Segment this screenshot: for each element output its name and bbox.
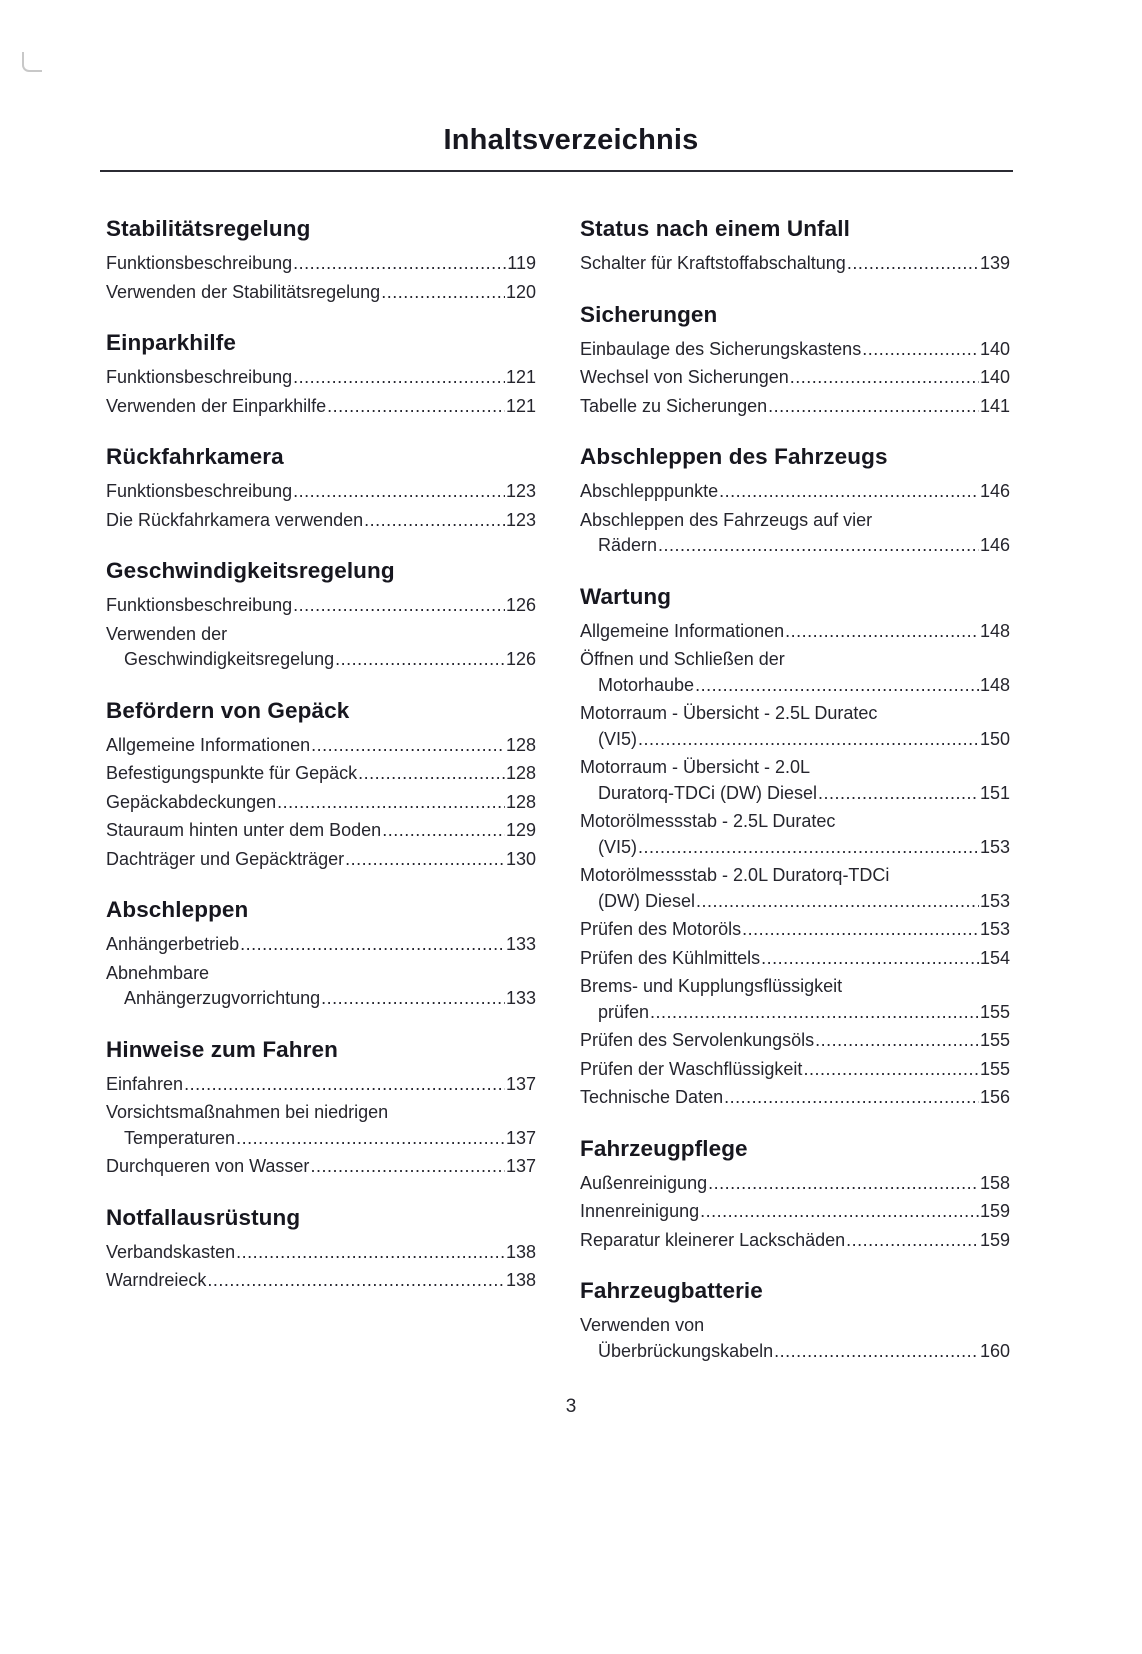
dot-leader — [335, 647, 505, 673]
entry-text: Einbaulage des Sicherungskastens — [580, 338, 862, 359]
toc-entry — [580, 701, 1010, 752]
entry-line — [580, 701, 1010, 727]
entry-line — [580, 1171, 1010, 1197]
entry-text: Funktionsbeschreibung — [106, 367, 293, 387]
toc-entry — [106, 1268, 536, 1294]
entry-line — [106, 847, 536, 873]
entry-line — [106, 932, 536, 958]
toc-entry — [580, 1228, 1010, 1254]
toc-entry — [580, 1199, 1010, 1225]
section-heading: Fahrzeugpflege — [580, 1135, 748, 1161]
entry-line — [580, 1228, 1010, 1254]
dot-leader — [364, 508, 505, 534]
entry-line — [106, 365, 536, 391]
entry-text: Motorhaube — [598, 674, 695, 695]
dot-leader — [638, 727, 979, 753]
entry-text: (DW) Diesel — [598, 890, 695, 911]
entry-page-number: 155 — [979, 1058, 1010, 1079]
section-heading: Notfallausrüstung — [106, 1204, 301, 1230]
toc-entry — [106, 761, 536, 787]
toc-entry — [580, 479, 1010, 505]
entry-line — [580, 917, 1010, 943]
section-heading: Stabilitätsregelung — [106, 216, 311, 241]
entry-text: Wechsel von Sicherungen — [580, 367, 789, 387]
toc-entry — [580, 508, 1010, 559]
entry-text: Motorraum - Übersicht - 2.5L Duratec — [580, 703, 878, 723]
entry-line — [106, 1154, 536, 1180]
entry-page-number: 130 — [505, 848, 536, 869]
entry-page-number: 153 — [979, 919, 1010, 939]
dot-leader — [846, 1228, 979, 1254]
entry-text: Prüfen des Servolenkungsöls — [580, 1030, 815, 1050]
toc-entry — [106, 1154, 536, 1180]
entry-page-number: 158 — [979, 1172, 1010, 1193]
entry-text: Prüfen des Kühlmittels — [580, 947, 761, 968]
entry-page-number: 137 — [505, 1156, 536, 1176]
entry-text: Allgemeine Informationen — [106, 734, 311, 755]
entry-line — [580, 251, 1010, 277]
dot-leader — [381, 280, 505, 306]
toc-entry — [106, 251, 536, 277]
entry-line — [106, 961, 536, 987]
entry-line — [106, 479, 536, 505]
entry-text: Reparatur kleinerer Lackschäden — [580, 1229, 846, 1250]
entry-line-continuation — [580, 533, 1010, 559]
entry-text: Gepäckabdeckungen — [106, 791, 277, 812]
toc-column-right — [580, 216, 1010, 1367]
entry-line-continuation — [580, 1000, 1010, 1026]
toc-entry — [580, 1313, 1010, 1364]
entry-line — [106, 1072, 536, 1098]
entry-text: prüfen — [598, 1001, 650, 1022]
entry-line — [580, 1057, 1010, 1083]
entry-line-continuation — [580, 727, 1010, 753]
toc-entry — [106, 733, 536, 759]
dot-leader — [236, 1126, 505, 1152]
toc-entry — [580, 1171, 1010, 1197]
entry-page-number: 155 — [979, 1030, 1010, 1050]
toc-entry — [106, 932, 536, 958]
entry-line — [580, 1313, 1010, 1339]
entry-line-continuation — [580, 889, 1010, 915]
toc-columns — [106, 216, 1010, 1367]
entry-text: Vorsichtsmaßnahmen bei niedrigen — [106, 1102, 389, 1122]
entry-page-number: 146 — [979, 535, 1010, 555]
section-heading: Hinweise zum Fahren — [106, 1036, 338, 1062]
entry-line-continuation — [580, 781, 1010, 807]
entry-page-number: 148 — [979, 674, 1010, 695]
entry-text: Verwenden der Einparkhilfe — [106, 395, 327, 416]
dot-leader — [862, 337, 979, 363]
entry-text: Abschlepppunkte — [580, 481, 719, 501]
entry-page-number: 148 — [979, 620, 1010, 641]
dot-leader — [708, 1171, 979, 1197]
entry-line — [106, 761, 536, 787]
dot-leader — [310, 1154, 505, 1180]
toc-entry — [580, 755, 1010, 806]
dot-leader — [358, 761, 505, 787]
entry-text: Schalter für Kraftstoffabschaltung — [580, 253, 846, 273]
entry-line — [580, 619, 1010, 645]
entry-text: Geschwindigkeitsregelung — [124, 649, 335, 669]
entry-line-continuation — [580, 1339, 1010, 1365]
entry-page-number: 153 — [979, 890, 1010, 911]
entry-page-number: 156 — [979, 1087, 1010, 1107]
entry-page-number: 159 — [979, 1201, 1010, 1221]
entry-text: Die Rückfahrkamera verwenden — [106, 509, 364, 530]
toc-entry — [580, 1057, 1010, 1083]
entry-text: Tabelle zu Sicherungen — [580, 395, 768, 416]
dot-leader — [293, 251, 506, 277]
toc-entry — [580, 251, 1010, 277]
entry-text: (VI5) — [598, 836, 638, 857]
section-heading: Status nach einem Unfall — [580, 216, 850, 241]
entry-text: Duratorq-TDCi (DW) Diesel — [598, 782, 818, 803]
dot-leader — [293, 593, 505, 619]
entry-page-number: 128 — [505, 791, 536, 812]
entry-page-number: 137 — [505, 1073, 536, 1094]
entry-page-number: 119 — [507, 253, 536, 273]
entry-text: Verbandskasten — [106, 1241, 236, 1262]
entry-text: Anhängerbetrieb — [106, 934, 240, 954]
entry-line — [106, 1268, 536, 1294]
entry-text: Einfahren — [106, 1073, 184, 1094]
entry-line — [106, 790, 536, 816]
entry-text: Funktionsbeschreibung — [106, 253, 293, 273]
entry-page-number: 154 — [979, 947, 1010, 968]
toc-entry — [106, 365, 536, 391]
toc-entry — [106, 280, 536, 306]
dot-leader — [700, 1199, 979, 1225]
section-heading: Geschwindigkeitsregelung — [106, 558, 395, 583]
entry-page-number: 133 — [505, 934, 536, 954]
dot-leader — [696, 889, 979, 915]
dot-leader — [774, 1339, 979, 1365]
dot-leader — [847, 251, 979, 277]
toc-entry — [580, 337, 1010, 363]
entry-page-number: 126 — [505, 595, 536, 615]
entry-text: Temperaturen — [124, 1127, 236, 1148]
section-heading: Sicherungen — [580, 301, 718, 327]
page-number: 3 — [565, 1396, 577, 1417]
entry-line — [106, 733, 536, 759]
entry-text: Verwenden der Stabilitätsregelung — [106, 281, 381, 302]
entry-page-number: 141 — [979, 395, 1010, 416]
toc-column-left — [106, 216, 536, 1367]
entry-line — [580, 1199, 1010, 1225]
dot-leader — [695, 673, 979, 699]
entry-line — [580, 1085, 1010, 1111]
toc-entry — [580, 619, 1010, 645]
entry-text: Innenreinigung — [580, 1201, 700, 1221]
entry-line — [106, 280, 536, 306]
dot-leader — [293, 365, 505, 391]
entry-text: Befestigungspunkte für Gepäck — [106, 763, 358, 783]
entry-line — [106, 508, 536, 534]
dot-leader — [277, 790, 505, 816]
entry-line — [106, 251, 536, 277]
dot-leader — [790, 365, 979, 391]
entry-text: Motorölmessstab - 2.0L Duratorq-TDCi — [580, 865, 890, 885]
entry-page-number: 126 — [505, 649, 536, 669]
entry-text: Stauraum hinten unter dem Boden — [106, 820, 382, 840]
entry-text: Abschleppen des Fahrzeugs auf vier — [580, 509, 873, 530]
dot-leader — [240, 932, 505, 958]
entry-line-continuation — [106, 1126, 536, 1152]
entry-page-number: 121 — [505, 367, 536, 387]
entry-text: Allgemeine Informationen — [580, 620, 785, 641]
entry-text: Brems- und Kupplungsflüssigkeit — [580, 976, 843, 996]
entry-line — [580, 755, 1010, 781]
entry-page-number: 140 — [979, 338, 1010, 359]
toc-entry — [106, 508, 536, 534]
entry-page-number: 159 — [979, 1229, 1010, 1250]
entry-page-number: 137 — [505, 1127, 536, 1148]
entry-page-number: 153 — [979, 836, 1010, 857]
dot-leader — [658, 533, 979, 559]
entry-page-number: 160 — [979, 1340, 1010, 1361]
entry-line-continuation — [106, 986, 536, 1012]
entry-page-number: 123 — [505, 481, 536, 501]
entry-page-number: 138 — [505, 1270, 536, 1290]
entry-page-number: 120 — [505, 281, 536, 302]
entry-line — [580, 974, 1010, 1000]
section-heading: Abschleppen des Fahrzeugs — [580, 444, 888, 469]
toc-entry — [106, 1100, 536, 1151]
dot-leader — [724, 1085, 979, 1111]
entry-line — [580, 337, 1010, 363]
entry-text: Außenreinigung — [580, 1172, 708, 1193]
entry-line — [106, 622, 536, 648]
entry-line — [106, 1100, 536, 1126]
toc-entry — [580, 394, 1010, 420]
toc-entry — [106, 479, 536, 505]
entry-line — [106, 1240, 536, 1266]
entry-line-continuation — [106, 647, 536, 673]
entry-page-number: 128 — [505, 734, 536, 755]
dot-leader — [815, 1028, 979, 1054]
toc-entry — [106, 790, 536, 816]
dot-leader — [382, 818, 505, 844]
toc-entry — [580, 974, 1010, 1025]
section-heading: Befördern von Gepäck — [106, 697, 350, 723]
entry-page-number: 155 — [979, 1001, 1010, 1022]
title-rule — [100, 170, 1013, 172]
toc-entry — [106, 1240, 536, 1266]
entry-text: Rädern — [598, 535, 658, 555]
dot-leader — [650, 1000, 979, 1026]
dot-leader — [803, 1057, 979, 1083]
entry-line — [580, 479, 1010, 505]
entry-page-number: 151 — [979, 782, 1010, 803]
entry-text: Motorraum - Übersicht - 2.0L — [580, 757, 811, 777]
page-title: Inhaltsverzeichnis — [443, 124, 699, 156]
entry-line — [580, 365, 1010, 391]
dot-leader — [742, 917, 979, 943]
entry-line — [580, 809, 1010, 835]
entry-text: Überbrückungskabeln — [598, 1340, 774, 1361]
toc-entry — [580, 1085, 1010, 1111]
toc-entry — [106, 593, 536, 619]
entry-text: Anhängerzugvorrichtung — [124, 988, 321, 1008]
dot-leader — [236, 1240, 505, 1266]
entry-line — [580, 863, 1010, 889]
dot-leader — [638, 835, 979, 861]
entry-text: Dachträger und Gepäckträger — [106, 848, 345, 869]
dot-leader — [719, 479, 979, 505]
entry-line — [580, 394, 1010, 420]
entry-text: Funktionsbeschreibung — [106, 481, 293, 501]
toc-entry — [106, 961, 536, 1012]
entry-text: Warndreieck — [106, 1270, 207, 1290]
toc-entry — [106, 818, 536, 844]
dot-leader — [321, 986, 505, 1012]
toc-entry — [106, 622, 536, 673]
entry-text: Prüfen der Waschflüssigkeit — [580, 1058, 803, 1079]
entry-text: Funktionsbeschreibung — [106, 595, 293, 615]
toc-entry — [580, 917, 1010, 943]
section-heading: Rückfahrkamera — [106, 444, 284, 469]
entry-line — [580, 1028, 1010, 1054]
entry-text: Verwenden von — [580, 1315, 705, 1335]
entry-line — [580, 647, 1010, 673]
entry-line-continuation — [580, 835, 1010, 861]
dot-leader — [184, 1072, 505, 1098]
entry-page-number: 133 — [505, 988, 536, 1008]
entry-page-number: 139 — [979, 253, 1010, 273]
toc-entry — [580, 946, 1010, 972]
toc-entry — [580, 365, 1010, 391]
entry-text: Motorölmessstab - 2.5L Duratec — [580, 811, 836, 831]
entry-page-number: 123 — [505, 509, 536, 530]
toc-entry — [580, 863, 1010, 914]
entry-text: Abnehmbare — [106, 962, 210, 983]
section-heading: Wartung — [580, 583, 672, 609]
toc-entry — [106, 847, 536, 873]
dot-leader — [293, 479, 505, 505]
entry-page-number: 128 — [505, 763, 536, 783]
dot-leader — [818, 781, 979, 807]
dot-leader — [345, 847, 505, 873]
dot-leader — [785, 619, 979, 645]
entry-line — [106, 818, 536, 844]
entry-page-number: 146 — [979, 481, 1010, 501]
entry-line-continuation — [580, 673, 1010, 699]
entry-line — [106, 593, 536, 619]
entry-page-number: 129 — [505, 820, 536, 840]
entry-text: (VI5) — [598, 728, 638, 749]
entry-line — [106, 394, 536, 420]
dot-leader — [207, 1268, 505, 1294]
entry-page-number: 150 — [979, 728, 1010, 749]
entry-page-number: 138 — [505, 1241, 536, 1262]
toc-entry — [580, 1028, 1010, 1054]
entry-text: Verwenden der — [106, 623, 228, 644]
section-heading: Fahrzeugbatterie — [580, 1278, 763, 1303]
entry-page-number: 121 — [505, 395, 536, 416]
section-heading: Abschleppen — [106, 897, 249, 922]
dot-leader — [311, 733, 505, 759]
toc-entry — [580, 647, 1010, 698]
entry-text: Prüfen des Motoröls — [580, 919, 742, 939]
dot-leader — [768, 394, 979, 420]
entry-page-number: 140 — [979, 367, 1010, 387]
toc-entry — [106, 394, 536, 420]
entry-line — [580, 508, 1010, 534]
scan-corner-mark — [22, 52, 42, 72]
entry-text: Öffnen und Schließen der — [580, 649, 785, 669]
toc-entry — [106, 1072, 536, 1098]
entry-line — [580, 946, 1010, 972]
dot-leader — [761, 946, 979, 972]
toc-entry — [580, 809, 1010, 860]
section-heading: Einparkhilfe — [106, 330, 236, 355]
entry-text: Technische Daten — [580, 1087, 724, 1107]
entry-text: Durchqueren von Wasser — [106, 1156, 310, 1176]
dot-leader — [327, 394, 505, 420]
